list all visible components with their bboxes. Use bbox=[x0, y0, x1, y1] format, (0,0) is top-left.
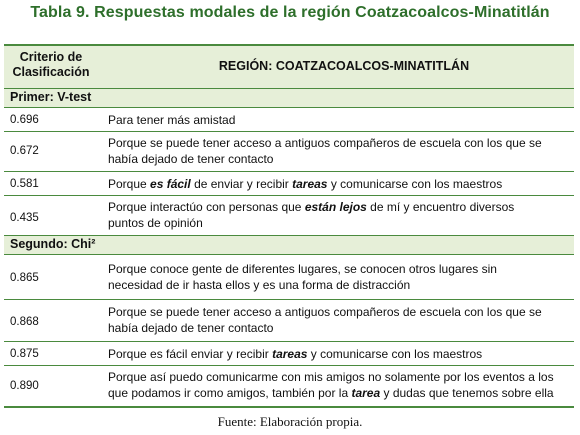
table-row bbox=[4, 342, 574, 366]
row-text-part: de enviar y recibir bbox=[190, 177, 293, 191]
row-text bbox=[108, 369, 570, 401]
source-footer: Fuente: Elaboración propia. bbox=[217, 414, 363, 429]
row-text bbox=[108, 199, 570, 231]
row-text-line: había dejado de tener contacto bbox=[108, 152, 274, 166]
row-text bbox=[108, 176, 570, 192]
table-row bbox=[4, 366, 574, 408]
row-text-emphasis: están lejos bbox=[304, 200, 367, 214]
row-value: 0.865 bbox=[10, 272, 39, 284]
table-row bbox=[4, 196, 574, 236]
row-text-emphasis: tareas bbox=[292, 177, 328, 191]
row-text-line: Para tener más amistad bbox=[108, 113, 236, 127]
header-criterio bbox=[6, 50, 96, 80]
row-value: 0.435 bbox=[10, 212, 39, 224]
row-text bbox=[108, 346, 570, 362]
row-value: 0.672 bbox=[10, 145, 39, 157]
row-text-line: había dejado de tener contacto bbox=[108, 321, 274, 335]
row-text-part: y dudas que tenemos sobre ella bbox=[380, 386, 554, 400]
row-value: 0.868 bbox=[10, 316, 39, 328]
row-text-part: de mí y encuentro diversos bbox=[366, 200, 515, 214]
row-text-part: Porque interactúo con personas que bbox=[108, 200, 305, 214]
table-row bbox=[4, 172, 574, 196]
row-text-line: puntos de opinión bbox=[108, 216, 203, 230]
table-header bbox=[4, 46, 574, 89]
row-text bbox=[108, 261, 570, 293]
row-text-emphasis: tareas bbox=[272, 347, 308, 361]
row-text-part: y comunicarse con los maestros bbox=[327, 177, 503, 191]
table-title: Tabla 9. Respuestas modales de la región Coatzacoalcos-Minatitlán bbox=[30, 4, 550, 21]
row-text-emphasis: es fácil bbox=[150, 177, 191, 191]
row-text bbox=[108, 112, 570, 128]
row-text bbox=[108, 304, 570, 336]
row-text-part: y comunicarse con los maestros bbox=[307, 347, 483, 361]
section-header bbox=[4, 89, 574, 108]
table-row bbox=[4, 300, 574, 342]
row-text-emphasis: tarea bbox=[351, 386, 381, 400]
row-text-line: Porque conoce gente de diferentes lugares, se conocen otros lugares sin bbox=[108, 262, 497, 276]
row-text-line: Porque así puedo comunicarme con mis amigos no solamente por los eventos a los bbox=[108, 370, 554, 384]
row-text-line: Porque se puede tener acceso a antiguos compañeros de escuela con los que se bbox=[108, 136, 542, 150]
section-header bbox=[4, 236, 574, 255]
table-row bbox=[4, 132, 574, 172]
row-text-part: Porque bbox=[108, 177, 151, 191]
row-text-line: necesidad de ir hasta ellos y es una forma de distracción bbox=[108, 278, 411, 292]
table-row bbox=[4, 108, 574, 132]
row-value: 0.696 bbox=[10, 114, 39, 126]
section-label: Primer: V-test bbox=[10, 90, 92, 104]
header-criterio-line1: Criterio de bbox=[19, 50, 83, 64]
section-label: Segundo: Chi² bbox=[10, 237, 96, 251]
row-value: 0.875 bbox=[10, 348, 39, 360]
row-text-part: que podamos ir como amigos, también por la bbox=[108, 386, 352, 400]
row-value: 0.581 bbox=[10, 178, 39, 190]
row-value: 0.890 bbox=[10, 380, 39, 392]
header-region: REGIÓN: COATZACOALCOS-MINATITLÁN bbox=[218, 59, 470, 73]
header-criterio-line2: Clasificación bbox=[12, 65, 90, 79]
row-text-line: Porque se puede tener acceso a antiguos compañeros de escuela con los que se bbox=[108, 305, 542, 319]
row-text-part: Porque es fácil enviar y recibir bbox=[108, 347, 273, 361]
table-row bbox=[4, 255, 574, 300]
row-text bbox=[108, 135, 570, 167]
